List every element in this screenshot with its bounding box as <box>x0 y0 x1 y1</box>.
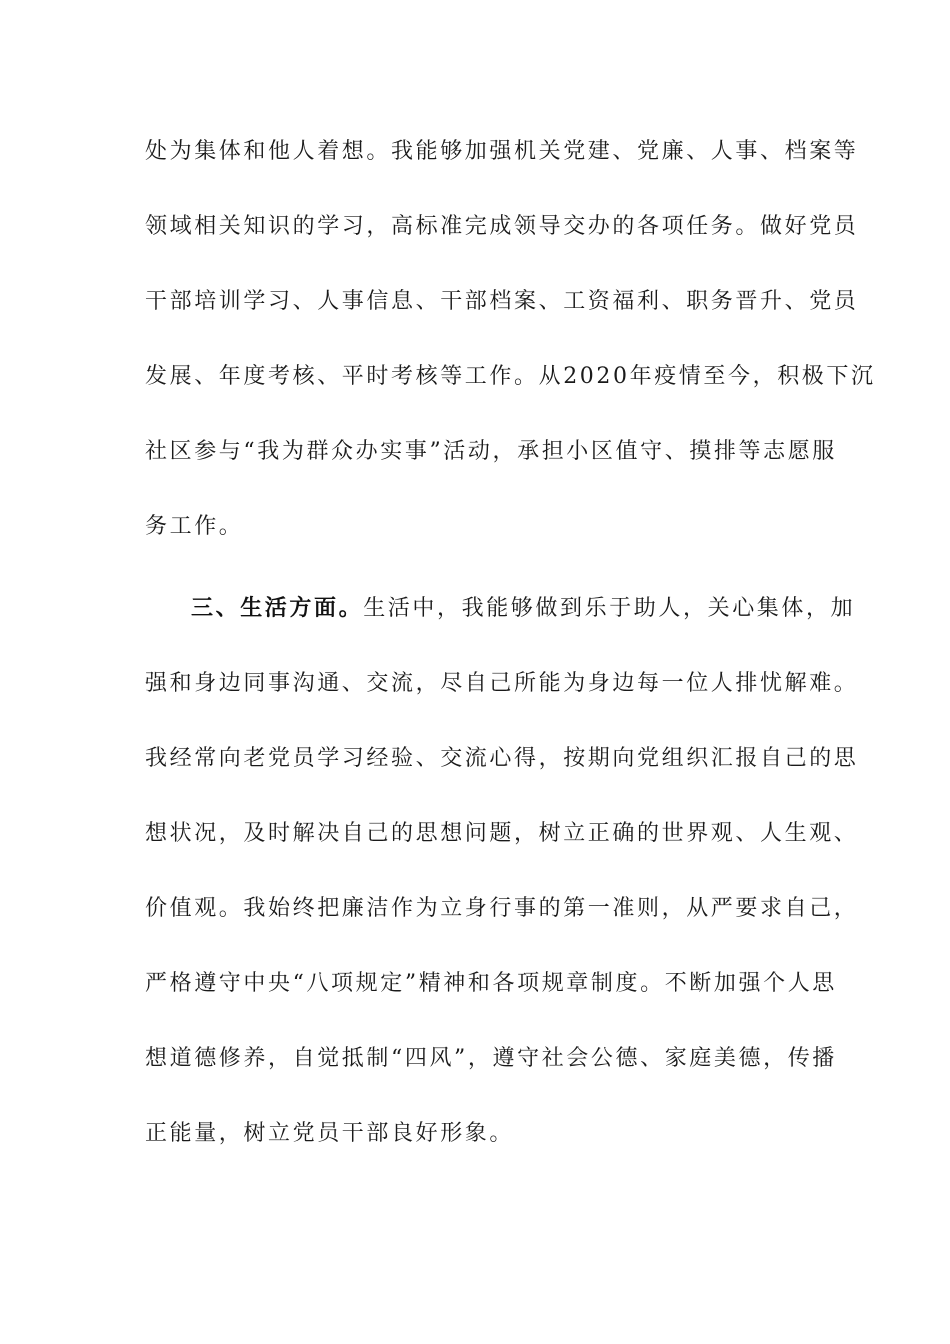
section-heading: 三、生活方面。 <box>191 596 364 621</box>
paragraph-line: 想道德修养，自觉抵制“四风”，遵守社会公德、家庭美德，传播 <box>145 1046 837 1071</box>
paragraph-first-line <box>191 594 855 624</box>
paragraph-line: 领域相关知识的学习，高标准完成领导交办的各项任务。做好党员 <box>145 214 859 239</box>
paragraph-line: 想状况，及时解决自己的思想问题，树立正确的世界观、人生观、 <box>145 821 859 846</box>
paragraph-line: 发展、年度考核、平时考核等工作。从2020年疫情至今，积极下沉 <box>145 364 876 389</box>
paragraph-line: 正能量，树立党员干部良好形象。 <box>145 1121 515 1146</box>
paragraph-line: 我经常向老党员学习经验、交流心得，按期向党组织汇报自己的思 <box>145 746 859 771</box>
paragraph-line-rest: 生活中，我能够做到乐于助人，关心集体，加 <box>363 596 856 621</box>
paragraph-line: 务工作。 <box>145 514 244 539</box>
paragraph-line: 社区参与“我为群众办实事”活动，承担小区值守、摸排等志愿服 <box>145 439 837 464</box>
paragraph-line: 干部培训学习、人事信息、干部档案、工资福利、职务晋升、党员 <box>145 289 859 314</box>
paragraph-line: 严格遵守中央“八项规定”精神和各项规章制度。不断加强个人思 <box>145 971 837 996</box>
paragraph-line: 价值观。我始终把廉洁作为立身行事的第一准则，从严要求自己， <box>145 896 859 921</box>
paragraph-line: 处为集体和他人着想。我能够加强机关党建、党廉、人事、档案等 <box>145 139 859 164</box>
paragraph-line: 强和身边同事沟通、交流，尽自己所能为身边每一位人排忧解难。 <box>145 671 859 696</box>
